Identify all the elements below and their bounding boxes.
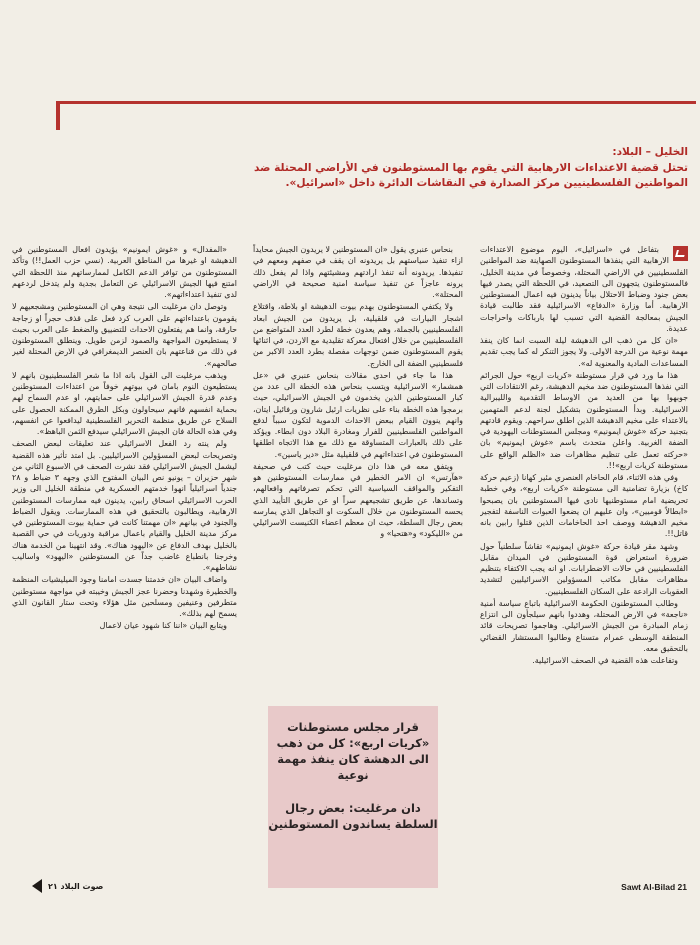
- paragraph: بنحاس عنبري يقول «ان المستوطنين لا يريدون الجيش محايداً ازاء تنفيذ سياستهم بل يريدونه ان يقف في صفهم ومعهم في تنفيذها. يريدونه أنه تنفذ ارادتهم ومشيئتهم واذا لم يفعل ذلك يرونه عاجزاً عن تنفيذ سياسة امنية صحيحة في الاراضي المحتلة».: [253, 245, 463, 299]
- arrow-left-icon: [32, 879, 42, 893]
- article-column-3: [12, 244, 237, 869]
- headline: [218, 145, 688, 191]
- paragraph: وطالب المستوطنون الحكومة الاسرائيلية باتباع سياسة أمنية «ناجعة» في الارض المحتلة، وهددوا بانهم سيلجأون الى انتزاع زمام المبادرة من الجيش الاسرائيلي. وهاجموا تصريحات قائد المنطقة الوسطى عمرام متسناع وطالبوا المستشار القضائي بالتحقيق معه.: [480, 598, 688, 653]
- paragraph: واضاف البيان «ان خدمتنا جسدت امامنا وجود الميليشيات المنظمة والخطيرة وشهدنا وحضرنا عجز الجيش وخيبته في مواجهة مستوطنين متطرفين وعنيفين ومسلحين مثل هؤلاء وتحت ستار القانون الذي يسمح لهم بذلك».: [12, 575, 237, 618]
- paragraph: وفي هذه الاثناء، قام الحاخام العنصري مئير كهانا (زعيم حركة كاخ) بزيارة تضامنية الى مستوطنة «كريات اربع»، وفي خطبة تحريضية امام مستوطنيها نادى فيها المستوطنين بان يصبحوا «ابطالاً قوميين»، وان عليهم ان يضعوا العبوات الناسفة لتفجير مخيم الدهيشة ووصف احد الحاخامات الذين قتلوا رابين بانه قاتل!!.: [480, 473, 688, 539]
- paragraph: «المفدال» و «غوش ايمونيم» يؤيدون افعال المستوطنين في الدهيشة او غيرها من المناطق العربية. (نسي حزب العمل!!) وتأكد المستوطنون من توافر الدعم الكامل لممارساتهم منذ اللحظة التي امتنع فيها الجيش الاسرائيلي عن التعامل بجدية ولم يتدخل لردعهم لدى تنفيذ اعتداءاتهم».: [12, 245, 237, 299]
- paragraph: «ان كل من ذهب الى الدهيشة ليلة السبت انما كان ينفذ مهمة نوعية من الدرجة الاولى. ولا يجوز التنكر له كما يجب تقديم المساعدات المادية والمعنوية له».: [480, 336, 688, 368]
- paragraph: وتوصل دان مرغليت الى نتيجة وهي ان المستوطنين ومشجعيهم لا يقومون باعتداءاتهم على العرب كرد فعل على قذف حجراً او زجاجة حارقة، وانما هم يفتعلون الاحداث للتضييق والضغط على العرب بحيث لا يستطيعون المواجهة والصمود لزمن طويل. وينطلق المستوطنون في ذلك من قناعتهم بان العنصر الديمغرافي في الارض المحتلة لغير صالحهم».: [12, 302, 237, 368]
- pull-quote-1: قرار مجلس مستوطنات «كريات اربع»: كل من ذهب الى الدهشة كان ينفذ مهمة نوعية: [276, 720, 430, 782]
- paragraph: ويذهب مرغليت الى القول بانه اذا ما شعر الفلسطينيون بانهم لا يستطيعون النوم بامان في بيوتهم خوفاً من اعتداءات المستوطنين وعدم قدرة الجيش الاسرائيلي على حمايتهم، او عدم السماح لهم بحماية انفسهم فانهم سيحاولون وبكل الطرق الممكنة الحصول على السلاح عن طريق منظمة التحرير الفلسطينية ليدافعوا عن انفسهم، وفي هذه الحالة فان الجيش الاسرائيلي سيدفع الثمن الباهظ».: [12, 370, 237, 436]
- article-column-2: [253, 244, 463, 696]
- paragraph: وتفاعلت هذه القضية في الصحف الاسرائيلية.: [532, 656, 678, 665]
- headline-kicker: الخليل – البلاد:: [612, 146, 688, 158]
- header-red-marker: [56, 104, 60, 130]
- paragraph: هذا ما ورد في قرار مستوطنة «كريات اربع» حول الجرائم التي نفذها المستوطنون ضد مخيم الدهيشة، رغم الانتقادات التي جوبهوا بها من العديد من الاوساط التقدمية والليبرالية الاسرائيلية. وبدأ المستوطنون بتشكيل لجنة لدعم المتهمين بالاعتداء على مخيم الدهيشة الذين اطلق سراحهم. ويقوم قادتهم بتجنيد حركة «غوش ايمونيم» ومجلس المستوطنات اليهودية في الضفة الغربية. واعلن متحدث باسم «غوش ايمونيم» بان «حركته تعمل على تنظيم مظاهرات ضد «الظلم الواقع على مستوطنة كريات اربع»!!.: [480, 370, 688, 470]
- pull-quote-2: دان مرغليت: بعض رجال السلطة يساندون المستوطنين: [268, 801, 438, 831]
- paragraph: ولا يكتفي المستوطنون بهدم بيوت الدهيشة او بلاطة، واقتلاع اشجار البيارات في قلقيلية، بل يريدون من الجيش ابعاد الفلسطينيين بالجملة، وهم يعدون خطة لطرد العدد المتواضع من الفلسطينيين من خلال افتعال معركة تقليدية مع الاردن، في اثنائها يقوم المستوطنون ضمن توجهات مفصلة بطرد العدد الاكبر من فلسطينيي الضفة الى الخارج.: [253, 302, 463, 368]
- header-red-rule: [56, 101, 696, 104]
- paragraph: بتفاعل في «اسرائيل»، اليوم موضوع الاعتداءات الارهابية التي ينفذها المستوطنون الصهاينة ضد المواطنين الفلسطينيين في الاراضي المحتلة، وخصوصاً في مدينة الخليل، فالمستوطنون يتجهون الى التصعيد، في اللحظة التي يصدر فيها بعض جنود وضباط الاحتلال بياناً يدينون فيه اعمال المستوطنين الارهابية. أما وزارة «الدفاع» الاسرائيلية فقد طالبت قيادة الجيش بمعالجة القضية التي تسبب لها بارباكات واحراجات عديدة.: [480, 245, 688, 333]
- article-column-1: [480, 244, 688, 869]
- paragraph: ويتابع البيان «اننا كنا شهود عيان لاعمال: [99, 621, 227, 631]
- footer-english-name: Sawt Al-Bilad 21: [621, 882, 687, 892]
- headline-body: تحتل قضية الاعتداءات الارهابية التي يقوم بها المستوطنون في الأراضي المحتلة ضد المواطنين الفلسطينيين مركز الصدارة في النقاشات الدائرة داخل «اسرائيل».: [254, 162, 688, 189]
- footer-arabic-name: صوت البلاد ٢١: [48, 882, 104, 891]
- paragraph: ويتفق معه في هذا دان مرغليت حيث كتب في صحيفة «هآرتس» ان الامر الخطير في ممارسات المستوطنين هو التفكير والمواقف السياسية التي تحكم تصرفاتهم وافعالهم، وتساندها، عن طريق تشجيعهم سراً او عن طريق التأييد الذي يحسه المستوطنون من خلال السكوت او التجاهل الذي يمارسه بعض رجال السلطة، حيث ان معظم اعضاء الكنيست الاسرائيلي من «الليكود» و«هتحيا» و: [253, 461, 463, 539]
- pull-quote-box: [268, 706, 438, 888]
- magazine-logo-icon: [673, 246, 688, 261]
- paragraph: ولم ينته رد الفعل الاسرائيلي عند تعليقات لبعض الصحف وتصريحات لبعض المسؤولين الاسرائيليين. بل امتد تأثير هذه القضية ليشمل الجيش الاسرائيلي فقد نشرت الصحف في الاسبوع الثاني من شهر حزيران – يونيو نص البيان المفتوح الذي وجهه ٣ ضباط و ٢٨ جندياً اسرائيلياً انهوا خدمتهم العسكرية في منطقة الخليل الى وزير الحرب الاسرائيلي اسحاق رابين، يدينون فيه ممارسات المستوطنين الارهابية، ويطالبون بالتحقيق في هذه الممارسات. ويقول الضباط والجنود في بيانهم «ان مهمتنا كانت في حماية بيوت المستوطنين في مركز مدينة الخليل والقيام باعمال مراقبة ودوريات في حي القصبة بالخليل بهدف الدفاع عن «اليهود هناك». وقد انتهينا من الخدمة هناك وخرجنا بانطباع غاضب جداً عن المستوطنين «اليهود» واساليب نشاطهم».: [12, 439, 237, 572]
- paragraph: هذا ما جاء في احدى مقالات بنحاس عنبري في «عل همشمار» الاسرائيلية ويتسب بنحاس هذه الخطة الى عدد من كبار المستوطنين الذين يخدمون في الجيش الاسرائيلي، حيث برمجوا هذه الخطة بناء على نظريات ارئيل شارون ورفائيل ايتان، وانهم ينوون القيام ببعض الاحداث الدموية لتكون سبباً لدفع المواطنين الفلسطينيين للفرار ومغادرة البلاد دون ابطاء. ويؤكد على ذلك بالعبارات المتساوقة مع ذلك مع هذا الاتجاه اطلقها المستوطنون في اعتداءاتهم في قلقيلية مثل «دير ياسين».: [253, 370, 463, 459]
- paragraph: وشهد مقر قيادة حركة «غوش ايمونيم» تقاشاً سلطنياً حول ضرورة استعراض قوة المستوطنين في الميدان مقابل الفلسطينيين في حالات الاضطرابات. او انه يجب الاكتفاء بتنظيم مظاهرات مقابل مكاتب المسؤولين الاسرائيليين لتشديد العقوبات الرادعة على السكان الفلسطينيين.: [480, 541, 688, 596]
